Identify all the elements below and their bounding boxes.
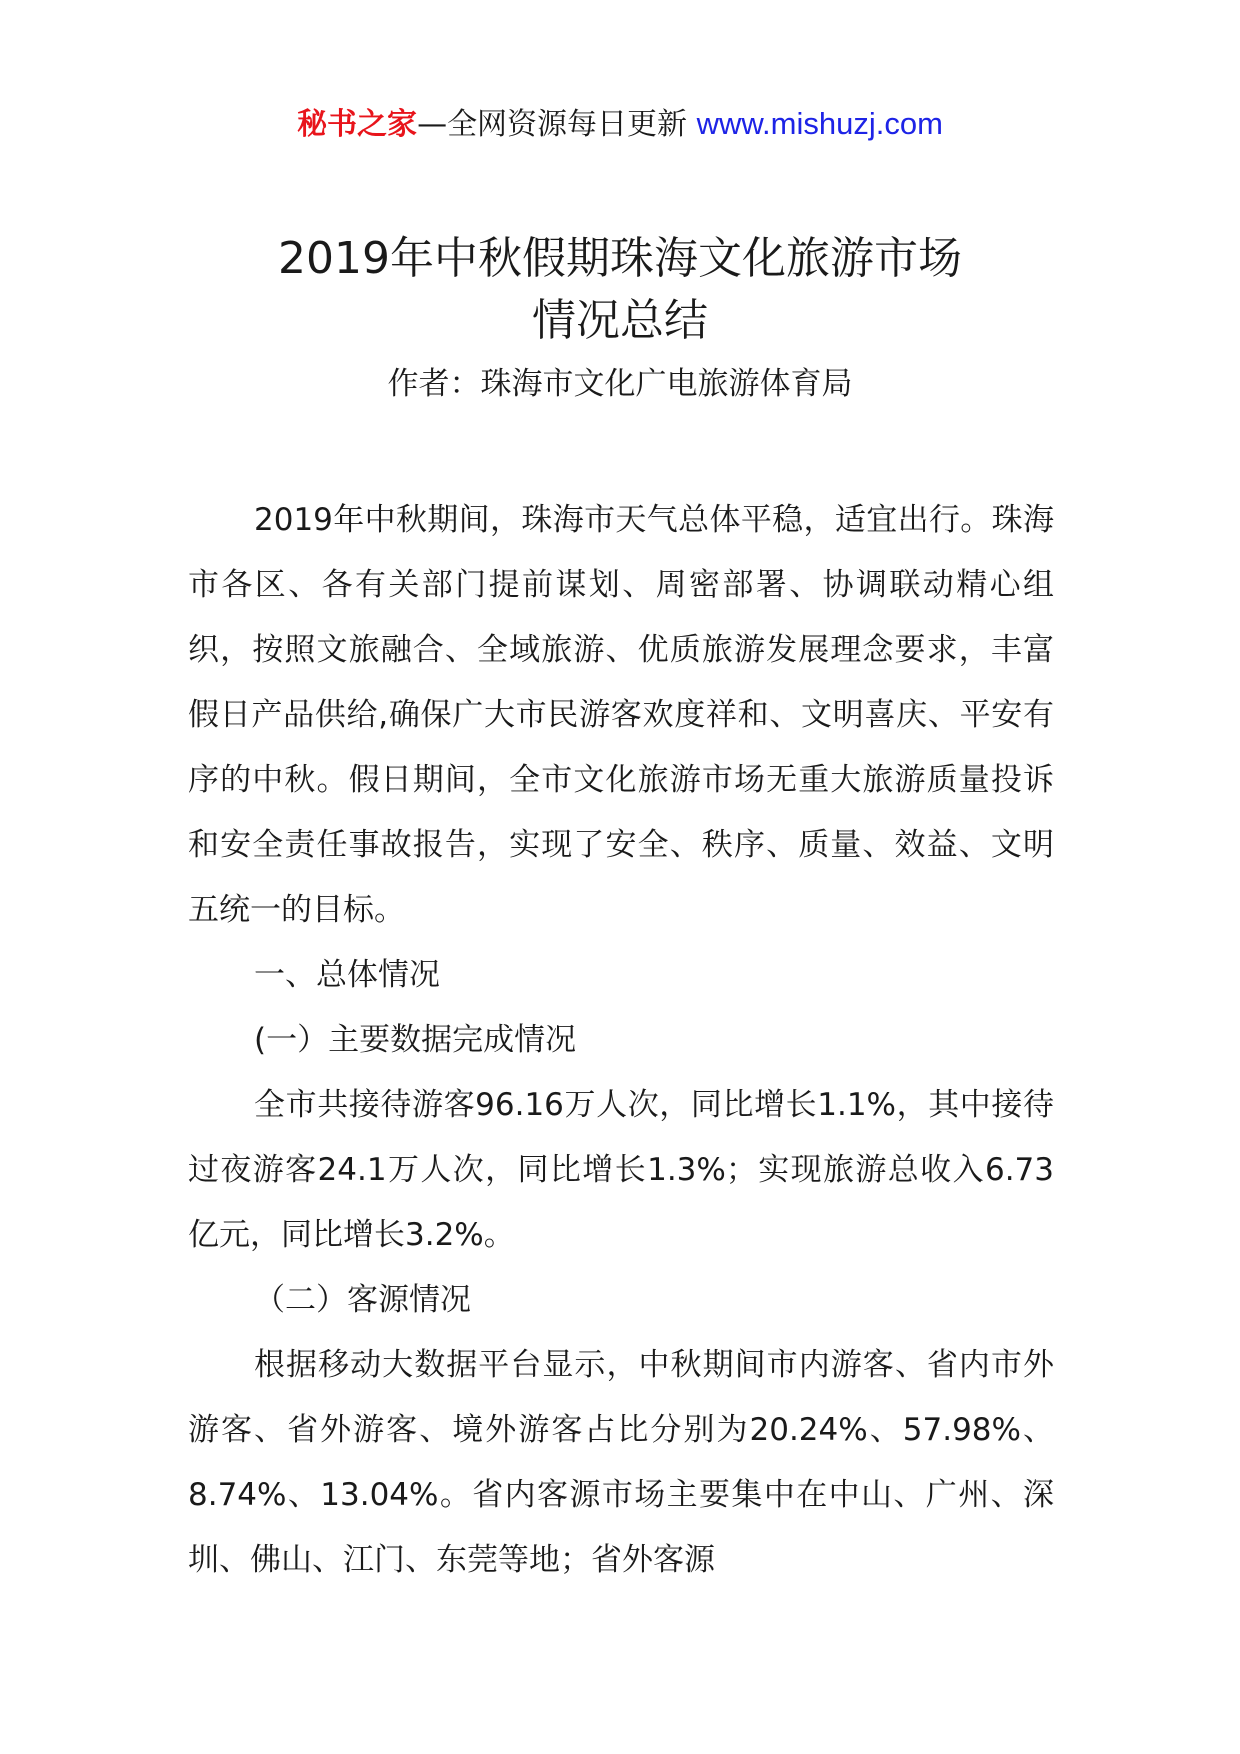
paragraph-intro: 2019年中秋期间，珠海市天气总体平稳，适宜出行。珠海市各区、各有关部门提前谋划、周密部署、协调联动精心组织，按照文旅融合、全域旅游、优质旅游发展理念要求，丰富假日产品供给,确保广大市民游客欢度祥和、文明喜庆、平安有序的中秋。假日期间，全市文化旅游市场无重大旅游质量投诉和安全责任事故报告，实现了安全、秩序、质量、效益、文明五统一的目标。 bbox=[188, 502, 1054, 928]
site-url-link[interactable]: www.mishuzj.com bbox=[696, 106, 943, 141]
document-body bbox=[188, 488, 1054, 1593]
site-header bbox=[0, 100, 1240, 149]
document-title bbox=[0, 228, 1240, 352]
subsection-heading-main-data: (一）主要数据完成情况 bbox=[254, 1022, 577, 1058]
document-author: 作者：珠海市文化广电旅游体育局 bbox=[387, 366, 853, 402]
title-line-1: 2019年中秋假期珠海文化旅游市场 bbox=[278, 233, 962, 284]
brand-name: 秘书之家 bbox=[297, 107, 418, 142]
paragraph-main-data: 全市共接待游客96.16万人次，同比增长1.1%，其中接待过夜游客24.1万人次，同比增长1.3%；实现旅游总收入6.73亿元，同比增长3.2%。 bbox=[188, 1087, 1054, 1253]
title-line-2: 情况总结 bbox=[532, 295, 708, 346]
section-heading-overview: 一、总体情况 bbox=[254, 957, 440, 993]
paragraph-visitor-source: 根据移动大数据平台显示，中秋期间市内游客、省内市外游客、省外游客、境外游客占比分别为20.24%、57.98%、8.74%、13.04%。省内客源市场主要集中在中山、广州、深圳、佛山、江门、东莞等地；省外客源 bbox=[188, 1347, 1054, 1578]
header-tagline: —全网资源每日更新 bbox=[417, 107, 688, 142]
subsection-heading-visitor-source: （二）客源情况 bbox=[254, 1282, 471, 1318]
